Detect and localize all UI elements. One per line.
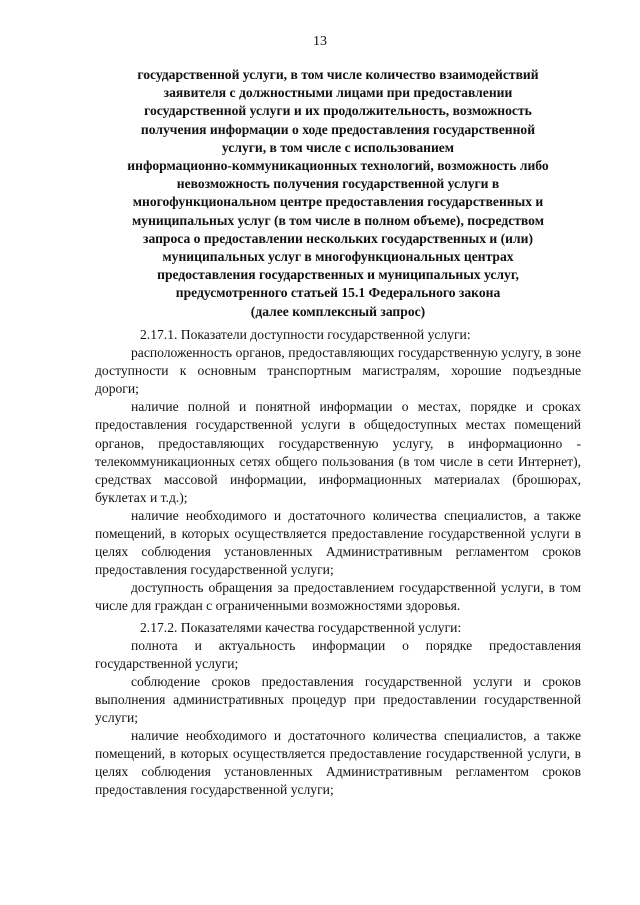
document-body xyxy=(95,326,581,799)
heading-line: (далее комплексный запрос) xyxy=(250,303,426,319)
page-number: 13 xyxy=(313,34,327,49)
heading-line: невозможность получения государственной услуги в xyxy=(176,176,500,192)
heading-line: запроса о предоставлении нескольких государственных и (или) xyxy=(143,230,533,246)
heading-line: многофункциональном центре предоставления государственных и xyxy=(132,194,544,210)
paragraph-completeness: полнота и актуальность информации о порядке предоставления государственной услуги; xyxy=(95,637,581,671)
section-heading xyxy=(96,66,580,321)
paragraph-specialists: наличие необходимого и достаточного количества специалистов, а также помещений, в которых осуществляется предоставление государственной услуги в целях соблюдения установленных Административным регламентом сроков предоставления государственной услуги; xyxy=(95,507,581,578)
paragraph-2-17-2-title: 2.17.2. Показателями качества государственной услуги: xyxy=(140,619,462,635)
heading-line: предусмотренного статьей 15.1 Федерального закона xyxy=(175,285,501,301)
heading-line: заявителя с должностными лицами при предоставлении xyxy=(163,85,513,101)
heading-line: государственной услуги и их продолжительность, возможность xyxy=(144,103,532,119)
heading-line: информационно-коммуникационных технологий, возможность либо xyxy=(127,158,549,174)
paragraph-deadlines: соблюдение сроков предоставления государственной услуги и сроков выполнения административных процедур при предоставлении государственной услуги; xyxy=(95,673,581,725)
heading-line: получения информации о ходе предоставления государственной xyxy=(140,121,536,137)
paragraph-information: наличие полной и понятной информации о местах, порядке и сроках предоставления государственной услуги в общедоступных местах помещений органов, предоставляющих государственную услугу, в информационно - телекоммуникационных сетях общего пользования (в том числе в сети Интернет), средствах массовой информации, информационных материалах (брошюрах, буклетах и т.д.); xyxy=(95,399,581,505)
paragraph-specialists-quality: наличие необходимого и достаточного количества специалистов, а также помещений, в которых осуществляется предоставление государственной услуги, в целях соблюдения установленных Административным регламентом сроков предоставления государственной услуги; xyxy=(95,728,581,798)
paragraph-accessibility: доступность обращения за предоставлением государственной услуги, в том числе для граждан с ограниченными возможностями здоровья. xyxy=(95,580,581,614)
heading-line: услуги, в том числе с использованием xyxy=(221,139,455,155)
paragraph-location: расположенность органов, предоставляющих государственную услугу, в зоне доступности к основным транспортным магистралям, хорошие подъездные дороги; xyxy=(95,345,581,397)
heading-line: предоставления государственных и муниципальных услуг, xyxy=(157,267,519,283)
heading-line: муниципальных услуг в многофункциональных центрах xyxy=(162,249,514,265)
heading-line: муниципальных услуг (в том числе в полном объеме), посредством xyxy=(132,212,544,228)
paragraph-2-17-1-title: 2.17.1. Показатели доступности государственной услуги: xyxy=(140,327,471,342)
heading-line: государственной услуги, в том числе количество взаимодействий xyxy=(137,67,539,82)
